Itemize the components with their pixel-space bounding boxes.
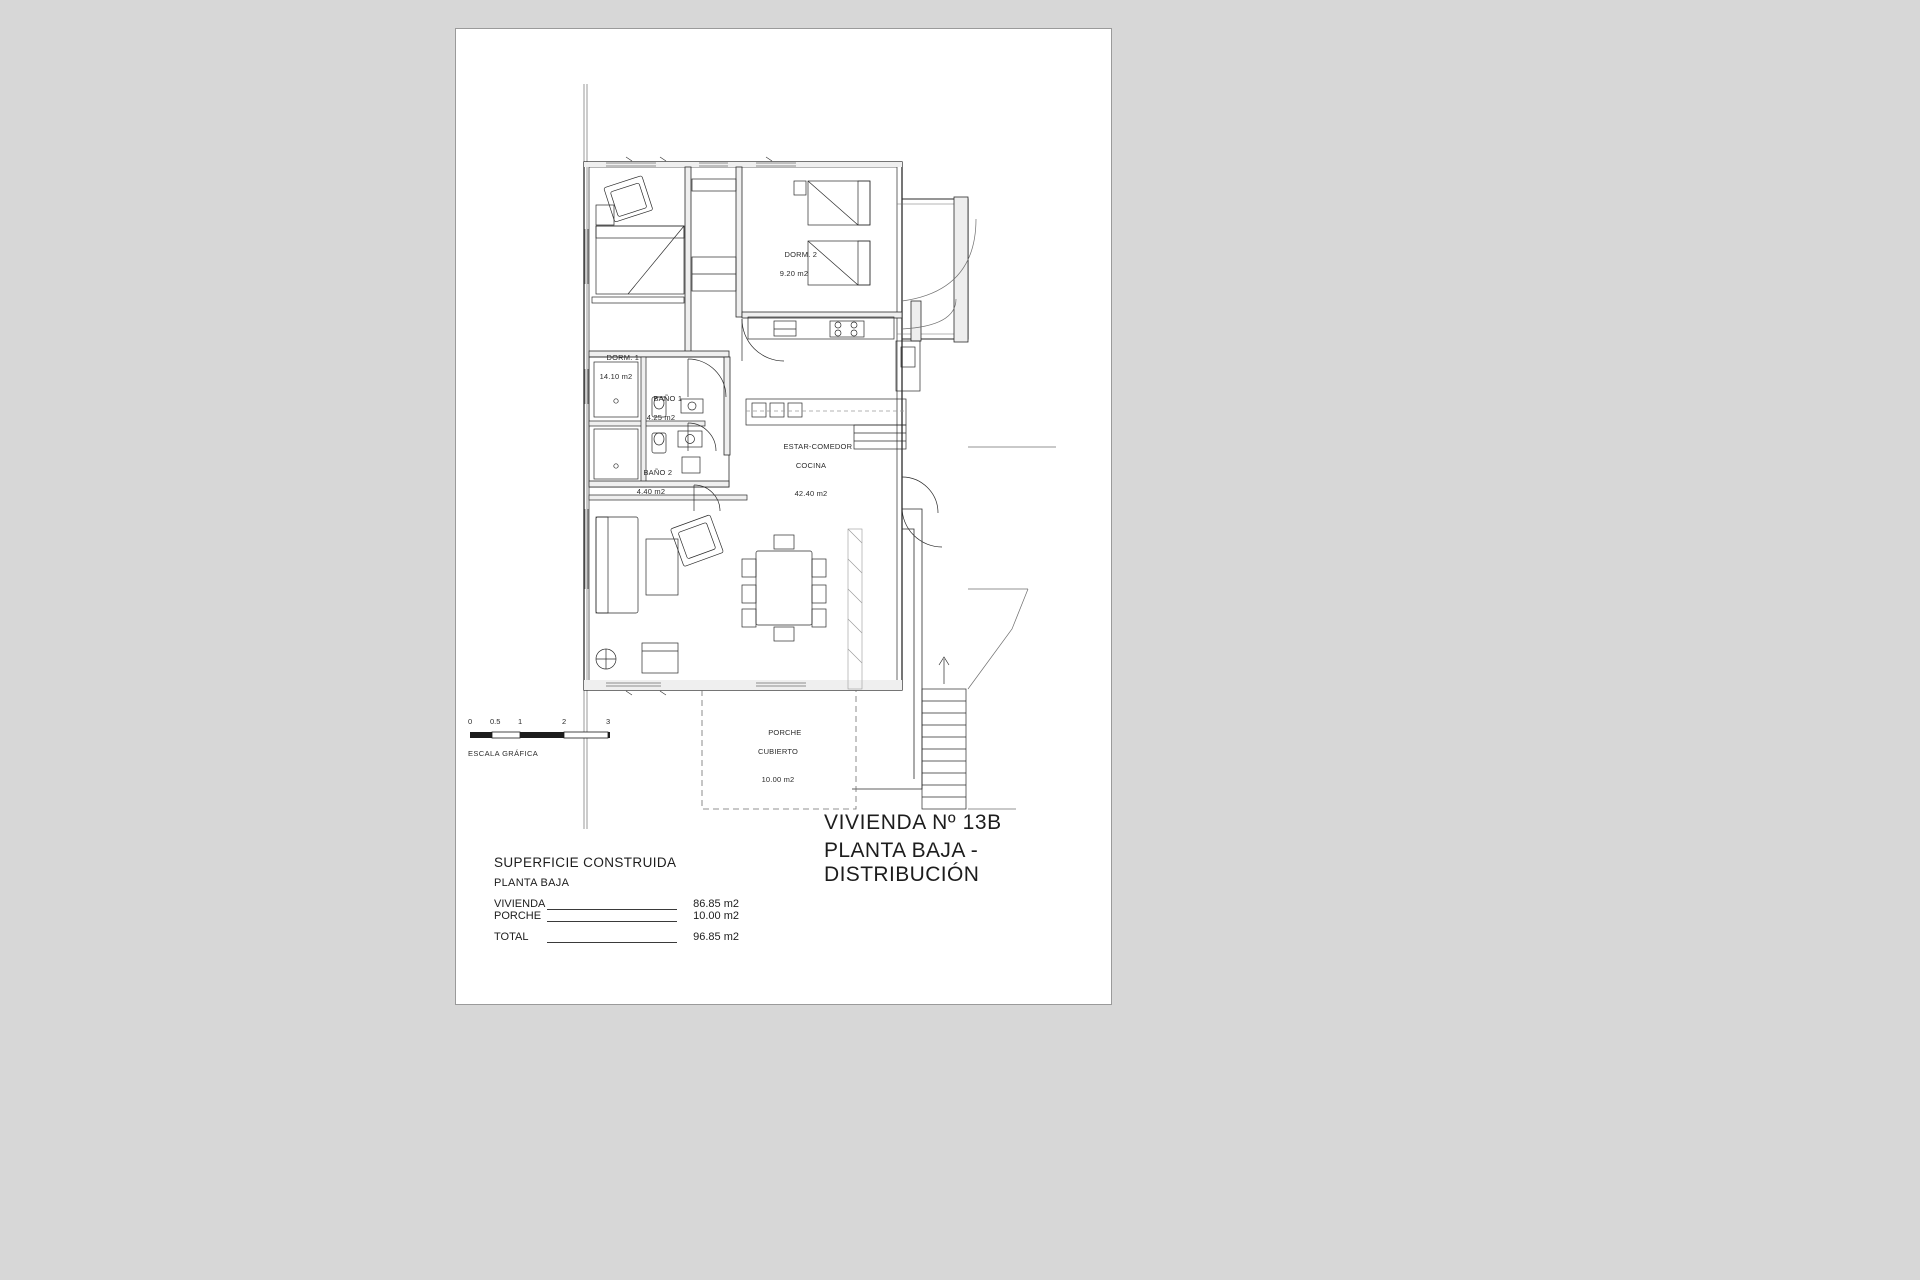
room-label-bano2	[616, 459, 686, 515]
leader-line	[547, 910, 677, 922]
scale-caption: ESCALA GRÁFICA	[468, 749, 539, 758]
room-area: 42.40 m2	[794, 489, 828, 499]
area-row-value: 96.85 m2	[693, 931, 739, 943]
room-area: 4.25 m2	[646, 413, 676, 423]
leader-line	[547, 898, 677, 910]
area-row-value: 10.00 m2	[693, 910, 739, 922]
drawing-sheet	[455, 28, 1112, 1005]
area-row-value: 86.85 m2	[693, 898, 739, 910]
scale-bar-graphic	[468, 730, 638, 742]
scale-tick-3: 3	[606, 717, 611, 726]
room-name-line2: CUBIERTO	[757, 747, 799, 757]
title-block	[824, 811, 1111, 887]
room-area: 14.10 m2	[599, 372, 633, 382]
room-name: DORM. 2	[784, 250, 818, 260]
area-row-label: VIVIENDA	[494, 898, 546, 910]
plan-title: VIVIENDA Nº 13B	[824, 811, 1002, 834]
room-area: 10.00 m2	[761, 775, 795, 785]
room-label-porche-cubierto	[728, 719, 828, 803]
leader-line	[547, 922, 677, 943]
room-name: BAÑO 1	[653, 394, 683, 404]
room-name-line1: PORCHE	[768, 728, 802, 738]
room-area: 4.40 m2	[636, 487, 666, 497]
area-schedule-subtitle: PLANTA BAJA	[494, 877, 570, 889]
area-schedule-title: SUPERFICIE CONSTRUIDA	[494, 855, 677, 870]
room-label-estar-comedor-cocina	[751, 433, 871, 517]
room-area: 9.20 m2	[779, 269, 809, 279]
room-label-dorm2	[754, 241, 834, 297]
room-name-line2: COCINA	[795, 461, 827, 471]
room-label-bano1	[626, 385, 696, 441]
room-name: BAÑO 2	[643, 468, 673, 478]
room-name: DORM. 1	[606, 353, 640, 363]
scale-tick-1: 1	[518, 717, 523, 726]
scale-tick-2: 2	[562, 717, 567, 726]
room-name-line1: ESTAR-COMEDOR	[783, 442, 853, 452]
scale-tick-0_5: 0.5	[490, 717, 501, 726]
area-row-label: PORCHE	[494, 910, 542, 922]
plan-subtitle: PLANTA BAJA - DISTRIBUCIÓN	[824, 839, 980, 886]
area-row-label: TOTAL	[494, 931, 529, 943]
table-row	[494, 898, 739, 910]
table-row	[494, 910, 739, 922]
area-schedule	[494, 855, 774, 943]
scale-bar	[468, 717, 638, 756]
area-schedule-table	[494, 898, 739, 943]
scale-tick-0: 0	[468, 717, 473, 726]
table-row	[494, 922, 739, 943]
